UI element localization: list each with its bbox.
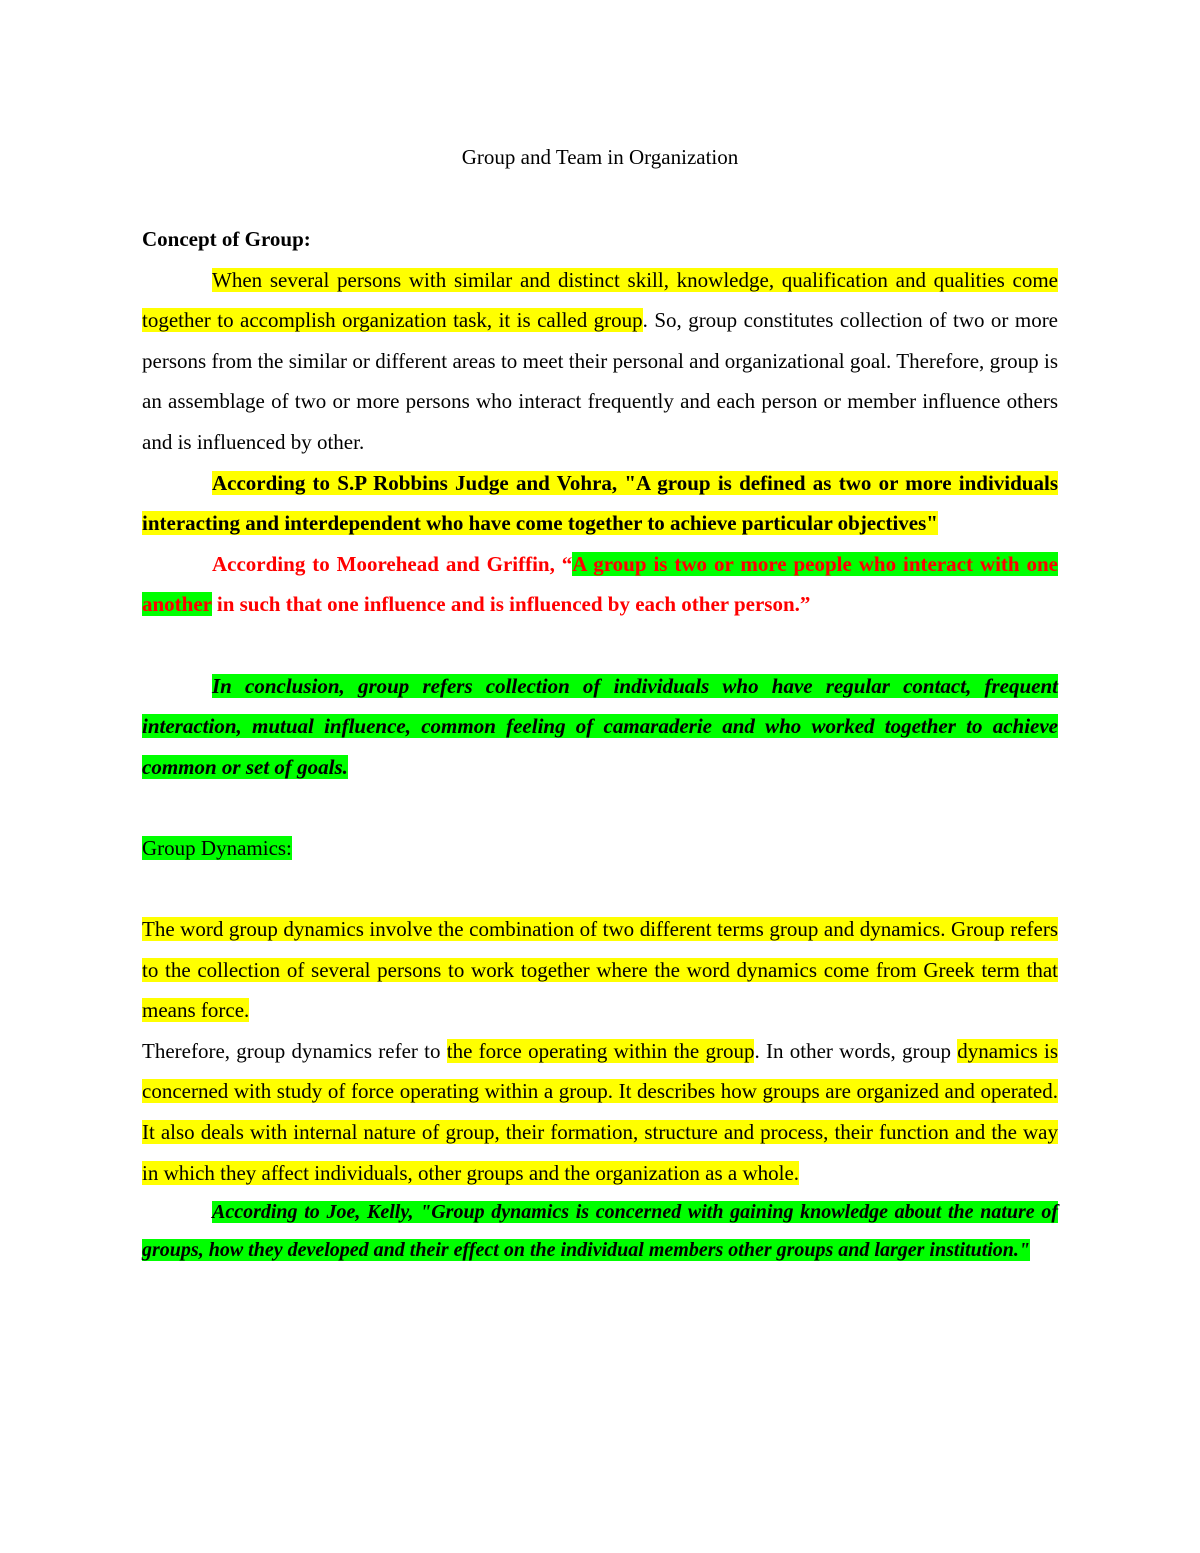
text-moorehead-rest: in such that one influence and is influenced by each other person.” [211,592,811,617]
highlight-joe-kelly-quote: According to Joe, Kelly, "Group dynamics is concerned with gaining knowledge about the nature of groups, how they developed and their effect on the individual members other groups and larger institution." [142,1201,1058,1262]
highlight-moorehead-definition: A group is two or more people who interact with one another [142,551,1058,617]
paragraph-robbins-quote [142,463,1058,544]
blank-line [142,869,1058,910]
blank-line [142,787,1058,828]
paragraph-group-definition [142,260,1058,463]
text-moorehead-lead: According to Moorehead and Griffin, “ [212,551,573,576]
text-group-explanation: . So, group constitutes collection of two or more persons from the similar or different areas to meet their personal and organizational goal. Therefore, group is an assemblage of two or more persons who interact frequently and each person or member influence others and is influenced by other. [142,308,1059,454]
highlight-force-operating: the force operating within the group [446,1038,755,1063]
highlight-conclusion: In conclusion, group refers collection of individuals who have regular contact, frequent interaction, mutual influence, common feeling of camaraderie and who worked together to achieve common or set of goals. [142,673,1058,779]
highlight-group-dynamics-definition: The word group dynamics involve the combination of two different terms group and dynamics. Group refers to the collection of several persons to work together where the word dynamics come from Greek term that means force. [142,917,1058,1023]
blank-line [142,625,1058,666]
text-force-middle: . In other words, group [754,1038,958,1063]
paragraph-joe-kelly-quote [142,1193,1058,1269]
document-body [142,219,1058,1269]
paragraph-conclusion [142,666,1058,788]
document-title: Group and Team in Organization [461,145,739,169]
heading-group-dynamics-wrapper [142,828,1058,869]
text-force-lead: Therefore, group dynamics refer to [142,1038,447,1063]
highlight-robbins-quote: According to S.P Robbins Judge and Vohra, "A group is defined as two or more individuals interacting and interdependent who have come together to achieve particular objectives" [142,470,1058,536]
heading-concept-of-group: Concept of Group: [142,227,311,251]
paragraph-group-dynamics-definition [142,909,1058,1031]
highlight-group-definition: When several persons with similar and distinct skill, knowledge, qualification and qualities come together to accomplish organization task, it is called group [142,267,1058,333]
paragraph-group-dynamics-force [142,1031,1058,1193]
paragraph-moorehead-quote [142,544,1058,625]
highlight-dynamics-study: dynamics is concerned with study of force operating within a group. It describes how groups are organized and operated. It also deals with internal nature of group, their formation, structure and process, their function and the way in which they affect individuals, other groups and the organization as a whole. [142,1038,1059,1185]
heading-group-dynamics: Group Dynamics: [142,835,292,860]
